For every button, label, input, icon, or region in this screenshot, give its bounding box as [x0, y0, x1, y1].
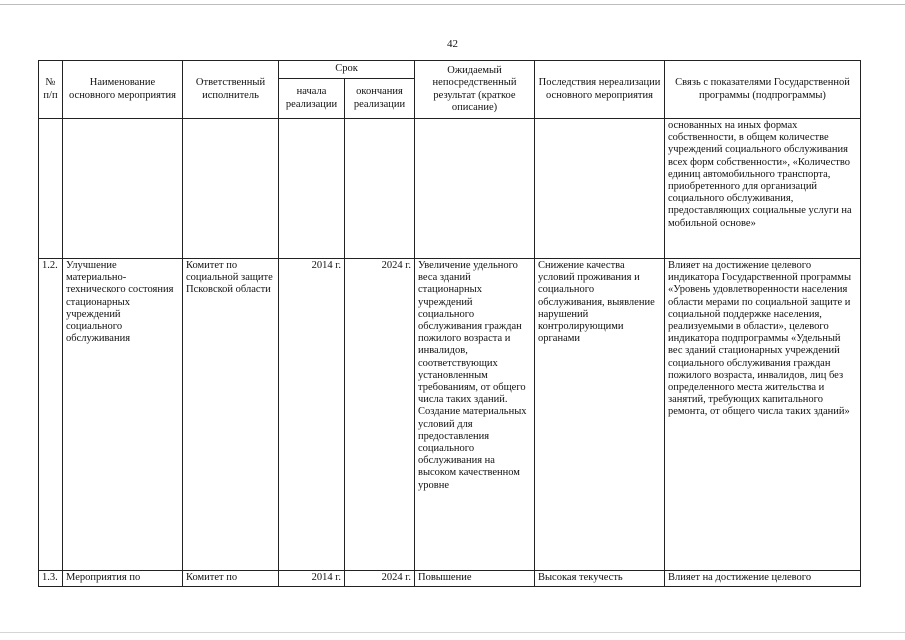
header-term-end: окончания реализации [345, 79, 415, 119]
table-row [39, 259, 861, 571]
header-term: Срок [279, 61, 415, 79]
cell-num: 1.2. [39, 259, 63, 571]
header-consequences: Последствия нереализации основного мероприятия [535, 61, 665, 119]
cell-expected [415, 119, 535, 259]
cell-name: Улучшение материально-технического состояния стационарных учреждений социального обслуживания [63, 259, 183, 571]
cell-consequences: Снижение качества условий проживания и социального обслуживания, выявление нарушений контролирующими органами [535, 259, 665, 571]
cell-link: основанных на иных формах собственности, в общем количестве учреждений социального обслуживания всех форм собственности», «Количество единиц автомобильного транспорта, приобретенного для организаций социального обслуживания, предоставляющих социальные услуги на мобильной основе» [665, 119, 861, 259]
cell-name: Мероприятия по [63, 571, 183, 587]
cell-start: 2014 г. [279, 259, 345, 571]
header-name: Наименование основного мероприятия [63, 61, 183, 119]
cell-start [279, 119, 345, 259]
cell-start: 2014 г. [279, 571, 345, 587]
cell-consequences [535, 119, 665, 259]
activities-table [38, 60, 861, 587]
cell-link: Влияет на достижение целевого [665, 571, 861, 587]
page-number: 42 [447, 38, 458, 50]
scan-artifact-top [0, 4, 905, 5]
header-num: № п/п [39, 61, 63, 119]
table-header-row [39, 61, 861, 79]
cell-consequences: Высокая текучесть [535, 571, 665, 587]
cell-responsible [183, 119, 279, 259]
cell-expected: Увеличение удельного веса зданий стационарных учреждений социального обслуживания граждан пожилого возраста и инвалидов, соответствующих установленным требованиям, от общего числа таких зданий. Создание материальных условий для предоставления социального обслуживания на высоком качественном уровне [415, 259, 535, 571]
scan-artifact-bottom [0, 632, 905, 633]
header-responsible: Ответственный исполнитель [183, 61, 279, 119]
table-row [39, 119, 861, 259]
cell-num [39, 119, 63, 259]
cell-end [345, 119, 415, 259]
cell-expected: Повышение [415, 571, 535, 587]
cell-name [63, 119, 183, 259]
header-expected: Ожидаемый непосредственный результат (краткое описание) [415, 61, 535, 119]
header-term-start: начала реализации [279, 79, 345, 119]
cell-link: Влияет на достижение целевого индикатора Государственной программы «Уровень удовлетворенности населения области мерами по социальной защите и социальной поддержке населения, реализуемыми в области», целевого индикатора подпрограммы «Удельный вес зданий стационарных учреждений социального обслуживания граждан пожилого возраста, инвалидов, лиц без определенного места жительства и занятий, требующих капитального ремонта, от общего числа таких зданий» [665, 259, 861, 571]
header-link: Связь с показателями Государственной программы (подпрограммы) [665, 61, 861, 119]
cell-responsible: Комитет по социальной защите Псковской области [183, 259, 279, 571]
cell-num: 1.3. [39, 571, 63, 587]
table-row [39, 571, 861, 587]
cell-responsible: Комитет по [183, 571, 279, 587]
cell-end: 2024 г. [345, 259, 415, 571]
cell-end: 2024 г. [345, 571, 415, 587]
